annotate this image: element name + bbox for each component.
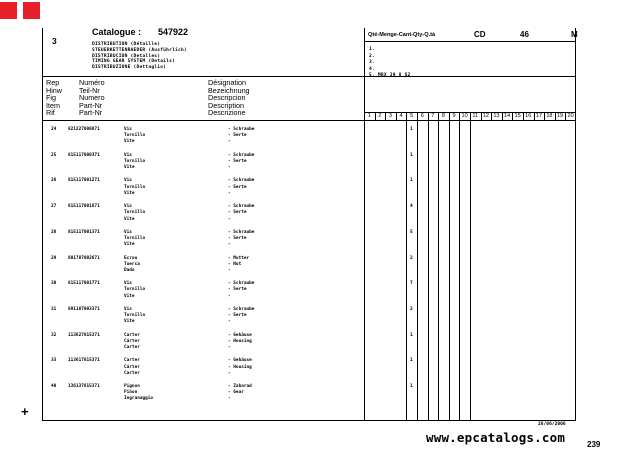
grid-column-line <box>396 112 397 120</box>
row-translation: - Schraube <box>228 306 255 312</box>
row-translation: - Serte <box>228 158 247 164</box>
row-name: Carter <box>124 345 140 350</box>
grid-column-line <box>428 112 429 120</box>
row-part-number: 801787002671 <box>68 255 100 261</box>
grid-column-line <box>555 112 556 120</box>
row-quantity: 1 <box>410 358 413 364</box>
m-label: M <box>571 30 578 39</box>
row-part-number: 891187003371 <box>68 306 100 312</box>
row-translation: - <box>228 165 231 171</box>
row-name: Tornillo <box>124 133 146 139</box>
description-line: DISTRIBUTION (Détaille) <box>92 42 161 47</box>
qty-header: Qté-Menge-Cant-Qty-Q.tà <box>368 32 436 38</box>
row-translation: - <box>228 190 231 196</box>
row-translation: - Schraube <box>228 204 255 210</box>
grid-number: 2 <box>378 113 382 119</box>
row-name: Carter <box>124 370 140 376</box>
cd-label: CD <box>474 30 486 39</box>
row-translation: - Serte <box>228 133 247 139</box>
grid-column-line <box>502 112 503 120</box>
row-part-number: 113617815371 <box>68 358 100 364</box>
grid-column-line <box>481 112 482 120</box>
row-quantity: 1 <box>410 384 413 389</box>
catalogue-label: Catalogue : <box>92 27 142 37</box>
row-translation: - <box>228 319 231 325</box>
row-translation: - Schraube <box>228 229 255 235</box>
grid-column-line <box>406 112 407 120</box>
row-translation: - Nut <box>228 261 242 267</box>
row-name: Ingranaggio <box>124 396 154 402</box>
row-name: Vis <box>124 229 132 235</box>
row-name: Carter <box>124 332 140 338</box>
grid-number: 13 <box>493 113 500 119</box>
row-part-number: 815117001271 <box>68 178 100 184</box>
row-name: Carter <box>124 358 140 364</box>
row-name: Vis <box>124 152 132 158</box>
row-name: Vis <box>124 281 132 287</box>
row-name: Tornillo <box>124 236 146 241</box>
grid-number: 16 <box>525 113 532 119</box>
row-rep: 27 <box>51 204 57 210</box>
qty-divider <box>364 28 365 420</box>
row-name: Vis <box>124 204 132 210</box>
row-quantity: 2 <box>410 255 413 261</box>
row-translation: - Schraube <box>228 281 255 287</box>
footer-rule <box>42 420 576 421</box>
row-translation: - <box>228 345 231 350</box>
row-name: Vite <box>124 190 135 196</box>
row-translation: - Schraube <box>228 152 255 158</box>
grid-column-line <box>417 112 418 120</box>
row-quantity: 1 <box>410 178 413 184</box>
row-quantity: 1 <box>410 127 413 132</box>
row-translation: - <box>228 267 231 273</box>
row-name: Vite <box>124 139 135 145</box>
note-line: 4. <box>369 66 375 72</box>
col-head-designation: Désignation Bezeichnung Descripcion Description Descrizione <box>208 78 250 118</box>
row-name: Vite <box>124 319 135 325</box>
note-line: 5. MRX 39 8 S2 <box>369 73 411 79</box>
grid-column-line <box>417 120 418 420</box>
grid-column-line <box>512 112 513 120</box>
header-rule-bottom <box>42 120 576 121</box>
row-name: Vite <box>124 293 135 299</box>
grid-column-line <box>438 120 439 420</box>
row-part-number: 815117001671 <box>68 204 100 210</box>
grid-number: 19 <box>556 113 564 119</box>
row-part-number: 821227000871 <box>68 127 100 132</box>
row-rep: 26 <box>51 178 57 184</box>
row-name: Vis <box>124 127 132 132</box>
cd-value: 46 <box>520 30 529 39</box>
row-translation: - Serte <box>228 236 247 241</box>
group-number: 3 <box>52 36 57 46</box>
row-translation: - Housing <box>228 338 252 344</box>
grid-number: 6 <box>420 113 424 119</box>
row-name: Tornillo <box>124 313 146 319</box>
grid-number: 18 <box>546 113 553 119</box>
grid-column-line <box>470 120 471 420</box>
note-line: 3. <box>369 60 375 66</box>
row-translation: - Serte <box>228 184 247 190</box>
row-name: Vis <box>124 306 132 312</box>
row-translation: - Serte <box>228 210 247 216</box>
grid-column-line <box>438 112 439 120</box>
row-quantity: 7 <box>410 281 413 287</box>
row-name: Cárter <box>124 364 140 370</box>
row-name: Tuerca <box>124 261 140 267</box>
row-translation: - Housing <box>228 364 252 370</box>
grid-column-line <box>459 120 460 420</box>
row-name: Vite <box>124 242 135 248</box>
row-rep: 33 <box>51 358 57 364</box>
description-list <box>92 42 187 71</box>
grid-column-line <box>459 112 460 120</box>
grid-number: 1 <box>367 113 371 119</box>
page-number: 239 <box>587 440 601 449</box>
row-translation: - Serte <box>228 287 247 293</box>
row-translation: - <box>228 396 231 402</box>
row-part-number: 815117001371 <box>68 229 100 235</box>
row-name: Vite <box>124 165 135 171</box>
row-name: Dado <box>124 267 135 273</box>
grid-column-line <box>449 120 450 420</box>
row-translation: - <box>228 139 231 145</box>
row-part-number: 815117000371 <box>68 152 100 158</box>
grid-column-line <box>428 120 429 420</box>
grid-number: 8 <box>441 113 445 119</box>
row-part-number: 815117001771 <box>68 281 100 287</box>
grid-number: 14 <box>503 113 511 119</box>
row-translation: - Schraube <box>228 127 255 132</box>
row-name: Cárter <box>124 338 140 344</box>
grid-column-line <box>544 112 545 120</box>
red-square-right <box>23 2 40 19</box>
row-quantity: 1 <box>410 152 413 158</box>
grid-column-line <box>523 112 524 120</box>
row-translation: - Zahnrad <box>228 384 252 389</box>
row-rep: 28 <box>51 229 57 235</box>
grid-column-line <box>534 112 535 120</box>
grid-number: 3 <box>388 113 392 119</box>
grid-column-line <box>470 112 471 120</box>
row-name: Ecrou <box>124 255 138 261</box>
row-name: Piñon <box>124 390 138 396</box>
grid-number: 11 <box>472 113 479 119</box>
col-head-numero: Numéro Teil-Nr Numero Part-Nr Part-Nr <box>79 78 105 118</box>
row-translation: - Gehäuse <box>228 332 252 338</box>
row-name: Tornillo <box>124 210 146 216</box>
row-name: Vite <box>124 216 135 222</box>
row-translation: - <box>228 216 231 222</box>
page-frame <box>42 28 576 420</box>
catalogue-number: 547922 <box>158 27 189 37</box>
row-quantity: 4 <box>410 204 413 210</box>
grid-column-line <box>491 112 492 120</box>
row-quantity: 5 <box>410 229 413 235</box>
row-quantity: 2 <box>410 306 413 312</box>
row-rep: 31 <box>51 306 57 312</box>
grid-number: 9 <box>452 113 456 119</box>
header-rule-top <box>42 76 576 77</box>
col-head-rep: Rep Hinw Fig Item Rif <box>46 78 62 118</box>
row-translation: - Gehäuse <box>228 358 252 364</box>
grid-column-line <box>375 112 376 120</box>
qty-header-rule <box>364 41 576 42</box>
row-name: Pignon <box>124 384 140 389</box>
row-part-number: 113627815371 <box>68 332 100 338</box>
grid-number: 15 <box>514 113 521 119</box>
red-square-left <box>0 2 17 19</box>
row-quantity: 1 <box>410 332 413 338</box>
grid-number: 17 <box>535 113 542 119</box>
row-translation: - Gear <box>228 390 244 396</box>
grid-number: 7 <box>431 113 435 119</box>
row-rep: 40 <box>51 384 57 389</box>
grid-column-line <box>406 120 407 420</box>
row-rep: 24 <box>51 127 57 132</box>
row-translation: - Mutter <box>228 255 250 261</box>
row-name: Vis <box>124 178 132 184</box>
row-translation: - <box>228 293 231 299</box>
note-line: 2. <box>369 53 375 59</box>
website-watermark: www.epcatalogs.com <box>426 430 566 445</box>
note-line: 1. <box>369 47 375 52</box>
description-line: DISTRIBUZIONE (Dettaglio) <box>92 65 167 71</box>
row-rep: 32 <box>51 332 57 338</box>
grid-column-line <box>385 112 386 120</box>
row-name: Tornillo <box>124 287 146 293</box>
description-line: STEUERKETTENRAEDER (Ausführlich) <box>92 47 187 53</box>
row-translation: - Serte <box>228 313 247 319</box>
date-stamp: 28/06/2006 <box>538 422 566 427</box>
row-part-number: 136137815371 <box>68 384 100 389</box>
row-rep: 30 <box>51 281 57 287</box>
grid-column-line <box>565 112 566 120</box>
description-line: DISTRIBUCION (Detalles) <box>92 53 161 59</box>
row-rep: 25 <box>51 152 57 158</box>
plus-sign: + <box>21 404 29 419</box>
row-translation: - <box>228 242 231 248</box>
description-line: TIMING GEAR SYSTEM (Details) <box>92 59 176 65</box>
row-name: Tornillo <box>124 184 146 190</box>
grid-number: 5 <box>410 113 414 119</box>
grid-number: 20 <box>567 113 574 119</box>
grid-number: 10 <box>461 113 468 119</box>
grid-number: 12 <box>482 113 489 119</box>
row-rep: 29 <box>51 255 57 261</box>
row-translation: - Schraube <box>228 178 255 184</box>
row-name: Tornillo <box>124 158 146 164</box>
row-translation: - <box>228 370 231 376</box>
grid-number: 4 <box>399 113 403 119</box>
grid-column-line <box>449 112 450 120</box>
